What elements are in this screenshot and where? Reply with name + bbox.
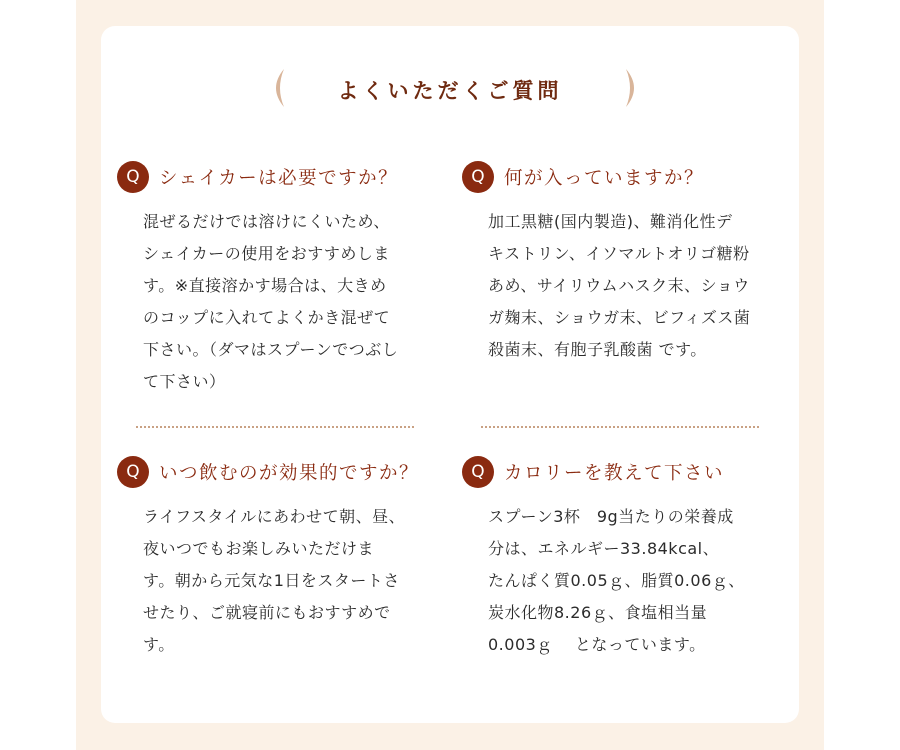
question-text: シェイカーは必要ですか？ bbox=[159, 168, 399, 189]
question-row bbox=[117, 161, 457, 193]
question-text: カロリーを教えて下さい bbox=[504, 463, 725, 484]
question-row bbox=[462, 456, 802, 488]
answer-text: スプーン3杯 9g当たりの栄養成 分は、エネルギー33.84kcal、 たんぱく質0.05ｇ、脂質0.06ｇ、 炭水化物8.26ｇ、食塩相当量 0.003ｇ となっています。 bbox=[488, 507, 745, 654]
right-bracket-ornament bbox=[620, 66, 646, 110]
question-text: いつ飲むのが効果的ですか？ bbox=[159, 463, 420, 484]
faq-heading bbox=[0, 66, 900, 110]
dotted-divider-left bbox=[136, 426, 414, 428]
question-row bbox=[117, 456, 457, 488]
q-badge-icon: Q bbox=[117, 456, 149, 488]
dotted-divider-right bbox=[481, 426, 759, 428]
q-badge-icon: Q bbox=[117, 161, 149, 193]
answer-text: ライフスタイルにあわせて朝、昼、 夜いつでもお楽しみいただけま す。朝から元気な1日をスタートさ せたり、ご就寝前にもおすすめで す。 bbox=[143, 507, 406, 654]
q-badge-icon: Q bbox=[462, 161, 494, 193]
question-text: 何が入っていますか？ bbox=[504, 168, 705, 189]
question-row bbox=[462, 161, 802, 193]
answer-text: 混ぜるだけでは溶けにくいため、 シェイカーの使用をおすすめしま す。※直接溶かす場合は、大きめ のコップに入れてよくかき混ぜて 下さい。（ダマはスプーンでつぶし て下さい） bbox=[143, 212, 399, 391]
q-badge-icon: Q bbox=[462, 456, 494, 488]
answer-text: 加工黒糖(国内製造)、難消化性デ キストリン、イソマルトオリゴ糖粉 あめ、サイリウムハスク末、ショウ ガ麹末、ショウガ末、ビフィズス菌 殺菌末、有胞子乳酸菌 です。 bbox=[488, 212, 751, 359]
faq-title: よくいただくご質問 bbox=[337, 79, 563, 103]
